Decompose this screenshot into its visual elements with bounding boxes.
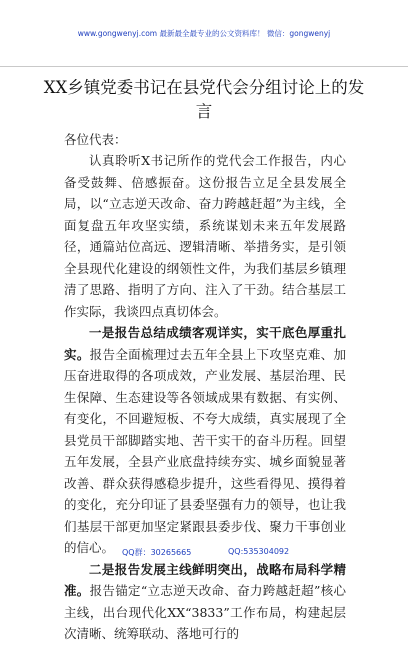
paragraph-intro [64, 150, 346, 322]
paragraph-text: 认真聆听X书记所作的党代会工作报告，内心备受鼓舞、倍感振奋。这份报告立足全县发展全局，以“立志逆天改命、奋力跨越赶超”为主线，全面复盘五年攻坚实绩，系统谋划未来五年发展路径，通篇站位高远、逻辑清晰、举措务实，是引领全县现代化建设的纲领性文件，为我们基层乡镇理清了思路、指明了方向、注入了干劲。结合基层工作实际，我谈四点真切体会。 [64, 153, 346, 319]
page-footer [0, 547, 408, 567]
paragraph-lead: 一是报告总结成绩客观详实，实干底色厚重扎实。 [64, 325, 346, 362]
document-title: XX乡镇党委书记在县党代会分组讨论上的发言 [43, 78, 365, 121]
greeting: 各位代表： [64, 132, 127, 147]
paragraph-point-one [64, 322, 346, 559]
footer-qq-group: QQ群：30265665 [122, 548, 192, 557]
paragraph-point-two [64, 559, 346, 645]
paragraph-text: 报告全面梳理过去五年全县上下攻坚克难、加压奋进取得的各项成效，产业发展、基层治理、民生保障、生态建设等各领域成果有数据、有实例、有变化，不回避短板、不夸大成绩，真实展现了全县党员干部脚踏实地、苦干实干的奋斗历程。回望五年发展，全县产业底盘持续夯实、城乡面貌显著改善、群众获得感稳步提升，这些看得见、摸得着的变化，充分印证了县委坚强有力的领导，也让我们基层干部更加坚定紧跟县委步伐、聚力干事创业的信心。 [64, 346, 346, 555]
footer-qq-number: QQ:535304092 [228, 547, 290, 556]
paragraph-lead: 二是报告发展主线鲜明突出，战略布局科学精准。 [64, 561, 346, 598]
header-banner-text: www.gongwenyj.com 最新最全最专业的公文资料库！ 微信：gongwenyj [77, 29, 331, 38]
page-header [0, 0, 408, 67]
document-body [64, 150, 346, 645]
paragraph-text: 报告锚定“立志逆天改命、奋力跨越赶超”核心主线，出台现代化XX“3833”工作布局，构建起层次清晰、统筹联动、落地可行的 [64, 583, 346, 641]
